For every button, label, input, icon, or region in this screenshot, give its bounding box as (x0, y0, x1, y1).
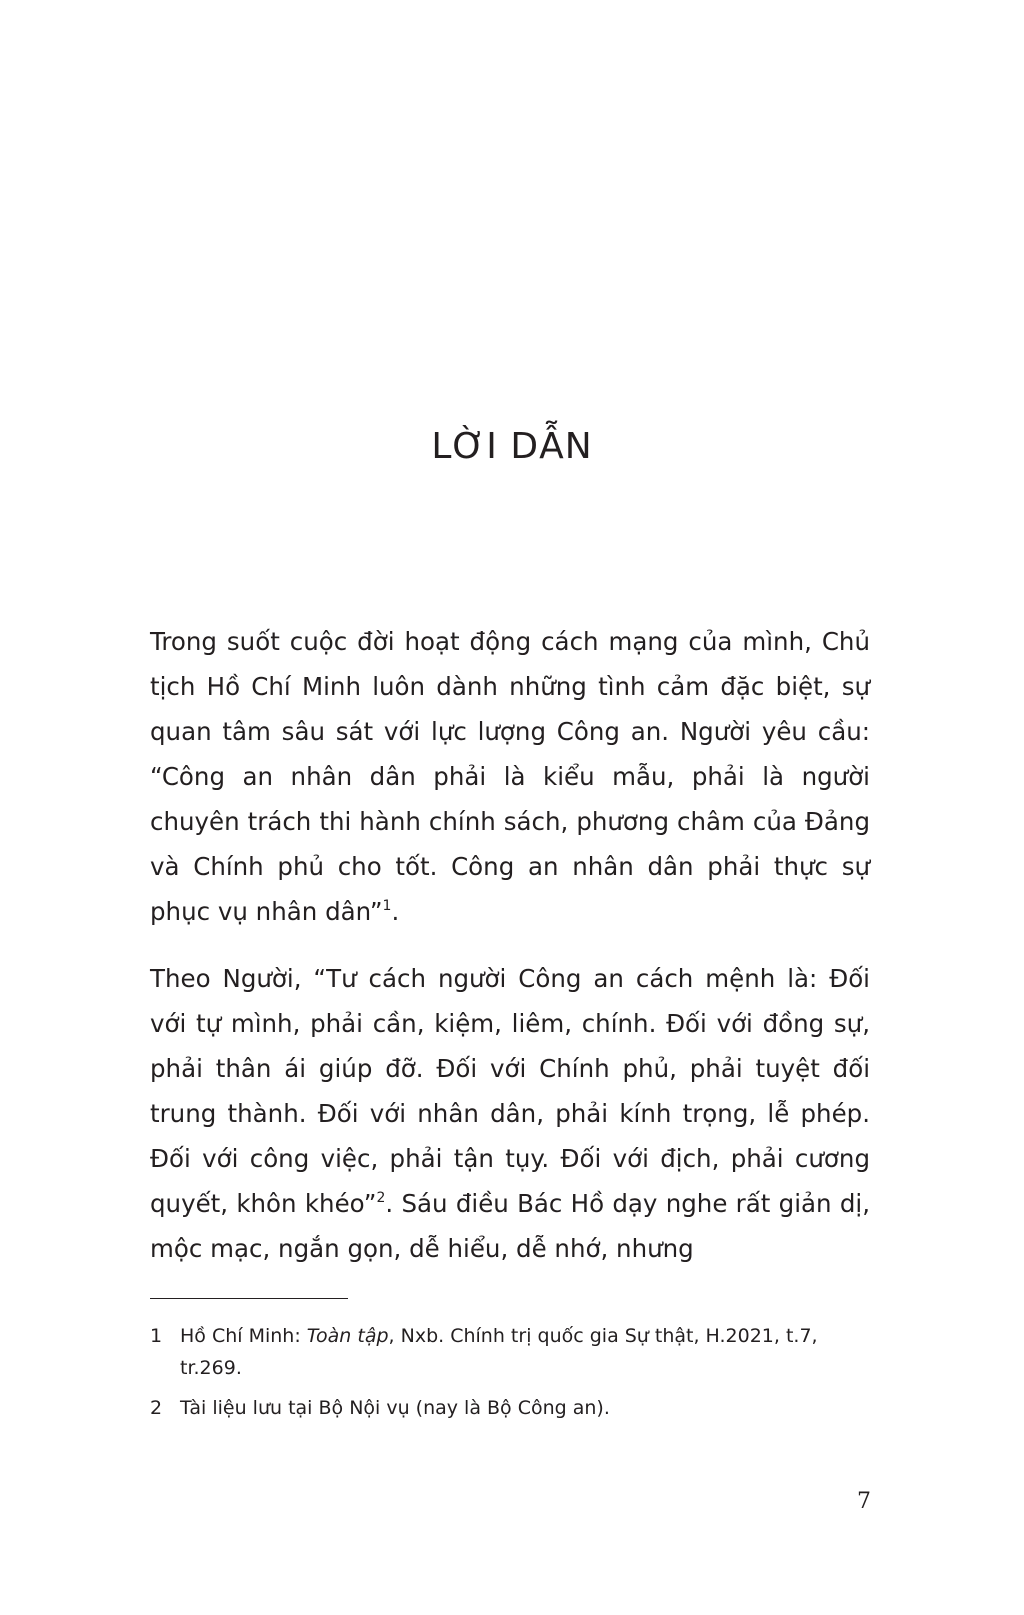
body-text (150, 619, 870, 1293)
page-number: 7 (857, 1489, 871, 1514)
footnote-1 (150, 1320, 870, 1384)
footnote-author: Hồ Chí Minh: (180, 1325, 307, 1347)
footnote-citation: , Nxb. Chính trị quốc gia Sự thật, H.2021, t.7, tr.269. (180, 1325, 818, 1379)
paragraph-1 (150, 619, 870, 934)
footnote-ref-1: 1 (382, 898, 392, 914)
footnote-source: Tài liệu lưu tại Bộ Nội vụ (nay là Bộ Công an). (180, 1397, 610, 1419)
footnote-ref-2: 2 (376, 1190, 386, 1206)
footnote-book-title: Toàn tập (306, 1325, 389, 1347)
footnote-number: 1 (150, 1325, 163, 1347)
paragraph-tail: . Sáu điều Bác Hồ dạy nghe rất giản dị, mộc mạc, ngắn gọn, dễ hiểu, dễ nhớ, nhưng (150, 1189, 870, 1263)
paragraph-text: Theo Người, “Tư cách người Công an cách mệnh là: Đối với tự mình, phải cần, kiệm, liêm, chính. Đối với đồng sự, phải thân ái giúp đỡ. Đối với Chính phủ, phải tuyệt đối trung thành. Đối với nhân dân, phải kính trọng, lễ phép. Đối với công việc, phải tận tụy. Đối với địch, phải cương quyết, khôn khéo” (150, 964, 870, 1218)
paragraph-2 (150, 956, 870, 1271)
paragraph-text: Trong suốt cuộc đời hoạt động cách mạng của mình, Chủ tịch Hồ Chí Minh luôn dành những tình cảm đặc biệt, sự quan tâm sâu sát với lực lượng Công an. Người yêu cầu: “Công an nhân dân phải là kiểu mẫu, phải là người chuyên trách thi hành chính sách, phương châm của Đảng và Chính phủ cho tốt. Công an nhân dân phải thực sự phục vụ nhân dân” (150, 627, 870, 926)
footnotes (150, 1320, 870, 1432)
footnote-text (180, 1392, 870, 1424)
footnote-2 (150, 1392, 870, 1424)
footnote-divider (150, 1298, 348, 1299)
footnote-text (180, 1320, 870, 1384)
footnote-number: 2 (150, 1397, 163, 1419)
paragraph-tail: . (391, 897, 400, 926)
chapter-title: LỜI DẪN (431, 426, 593, 467)
